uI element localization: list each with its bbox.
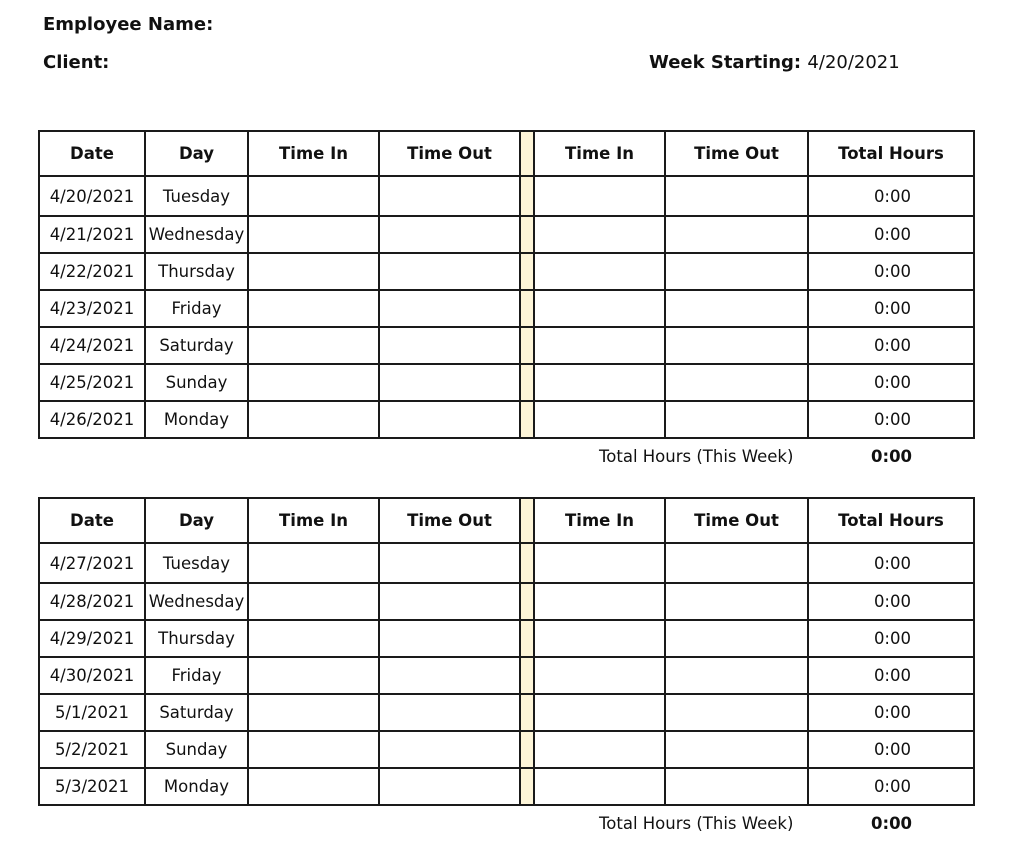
column-separator bbox=[520, 176, 534, 216]
date-cell: 4/25/2021 bbox=[39, 364, 145, 401]
table-row bbox=[39, 657, 974, 694]
week-total-value: 0:00 bbox=[871, 814, 913, 833]
time-out-1-cell[interactable] bbox=[379, 768, 520, 805]
table-row bbox=[39, 176, 974, 216]
day-cell: Saturday bbox=[145, 327, 248, 364]
time-out-1-cell[interactable] bbox=[379, 327, 520, 364]
total-hours-cell: 0:00 bbox=[808, 401, 974, 438]
time-out-2-cell[interactable] bbox=[665, 583, 808, 620]
total-hours-cell: 0:00 bbox=[808, 176, 974, 216]
date-cell: 4/21/2021 bbox=[39, 216, 145, 253]
table-row bbox=[39, 583, 974, 620]
timesheet-table-week-1 bbox=[38, 130, 975, 439]
table-row bbox=[39, 543, 974, 583]
column-separator bbox=[520, 620, 534, 657]
total-hours-cell: 0:00 bbox=[808, 583, 974, 620]
col-header-date: Date bbox=[39, 498, 145, 543]
time-in-1-cell[interactable] bbox=[248, 620, 379, 657]
total-hours-cell: 0:00 bbox=[808, 327, 974, 364]
col-header-day: Day bbox=[145, 131, 248, 176]
time-in-2-cell[interactable] bbox=[534, 657, 665, 694]
time-in-1-cell[interactable] bbox=[248, 364, 379, 401]
time-out-1-cell[interactable] bbox=[379, 731, 520, 768]
client-field bbox=[43, 52, 109, 73]
time-in-1-cell[interactable] bbox=[248, 543, 379, 583]
time-in-2-cell[interactable] bbox=[534, 364, 665, 401]
total-hours-cell: 0:00 bbox=[808, 253, 974, 290]
time-out-2-cell[interactable] bbox=[665, 401, 808, 438]
table-row bbox=[39, 768, 974, 805]
day-cell: Saturday bbox=[145, 694, 248, 731]
time-in-2-cell[interactable] bbox=[534, 620, 665, 657]
day-cell: Tuesday bbox=[145, 543, 248, 583]
total-hours-cell: 0:00 bbox=[808, 731, 974, 768]
total-hours-cell: 0:00 bbox=[808, 364, 974, 401]
date-cell: 5/2/2021 bbox=[39, 731, 145, 768]
total-hours-cell: 0:00 bbox=[808, 657, 974, 694]
date-cell: 4/30/2021 bbox=[39, 657, 145, 694]
day-cell: Sunday bbox=[145, 731, 248, 768]
time-out-1-cell[interactable] bbox=[379, 694, 520, 731]
day-cell: Thursday bbox=[145, 620, 248, 657]
day-cell: Wednesday bbox=[145, 583, 248, 620]
column-separator bbox=[520, 694, 534, 731]
date-cell: 4/26/2021 bbox=[39, 401, 145, 438]
column-separator bbox=[520, 768, 534, 805]
date-cell: 4/22/2021 bbox=[39, 253, 145, 290]
time-in-1-cell[interactable] bbox=[248, 216, 379, 253]
column-separator bbox=[520, 131, 534, 176]
date-cell: 5/1/2021 bbox=[39, 694, 145, 731]
time-in-1-cell[interactable] bbox=[248, 583, 379, 620]
date-cell: 5/3/2021 bbox=[39, 768, 145, 805]
column-separator bbox=[520, 498, 534, 543]
time-out-2-cell[interactable] bbox=[665, 253, 808, 290]
time-in-2-cell[interactable] bbox=[534, 327, 665, 364]
time-in-2-cell[interactable] bbox=[534, 694, 665, 731]
total-hours-cell: 0:00 bbox=[808, 620, 974, 657]
day-cell: Sunday bbox=[145, 364, 248, 401]
time-out-2-cell[interactable] bbox=[665, 176, 808, 216]
table-row bbox=[39, 253, 974, 290]
timesheet-table-week-2 bbox=[38, 497, 975, 806]
time-out-2-cell[interactable] bbox=[665, 731, 808, 768]
time-out-1-cell[interactable] bbox=[379, 543, 520, 583]
table-row bbox=[39, 290, 974, 327]
client-label: Client: bbox=[43, 52, 110, 73]
time-out-2-cell[interactable] bbox=[665, 290, 808, 327]
total-hours-cell: 0:00 bbox=[808, 216, 974, 253]
column-separator bbox=[520, 583, 534, 620]
col-header-time-out-2: Time Out bbox=[665, 131, 808, 176]
employee-name-field bbox=[43, 14, 213, 35]
time-in-2-cell[interactable] bbox=[534, 290, 665, 327]
time-in-2-cell[interactable] bbox=[534, 583, 665, 620]
total-hours-cell: 0:00 bbox=[808, 768, 974, 805]
total-hours-cell: 0:00 bbox=[808, 543, 974, 583]
time-in-2-cell[interactable] bbox=[534, 768, 665, 805]
time-in-2-cell[interactable] bbox=[534, 731, 665, 768]
table-row bbox=[39, 327, 974, 364]
col-header-time-in-1: Time In bbox=[248, 131, 379, 176]
day-cell: Monday bbox=[145, 768, 248, 805]
week-starting-label: Week Starting: bbox=[649, 52, 802, 73]
time-out-1-cell[interactable] bbox=[379, 176, 520, 216]
time-out-2-cell[interactable] bbox=[665, 694, 808, 731]
time-out-2-cell[interactable] bbox=[665, 768, 808, 805]
time-in-1-cell[interactable] bbox=[248, 327, 379, 364]
time-in-1-cell[interactable] bbox=[248, 731, 379, 768]
time-in-1-cell[interactable] bbox=[248, 768, 379, 805]
table-row bbox=[39, 620, 974, 657]
time-in-1-cell[interactable] bbox=[248, 694, 379, 731]
day-cell: Wednesday bbox=[145, 216, 248, 253]
date-cell: 4/20/2021 bbox=[39, 176, 145, 216]
time-in-2-cell[interactable] bbox=[534, 543, 665, 583]
col-header-date: Date bbox=[39, 131, 145, 176]
day-cell: Thursday bbox=[145, 253, 248, 290]
column-separator bbox=[520, 290, 534, 327]
day-cell: Friday bbox=[145, 290, 248, 327]
time-out-1-cell[interactable] bbox=[379, 657, 520, 694]
time-out-1-cell[interactable] bbox=[379, 620, 520, 657]
col-header-day: Day bbox=[145, 498, 248, 543]
table-header-row bbox=[39, 131, 974, 176]
col-header-total-hours: Total Hours bbox=[808, 131, 974, 176]
table-row bbox=[39, 694, 974, 731]
table-row bbox=[39, 731, 974, 768]
day-cell: Tuesday bbox=[145, 176, 248, 216]
table-row bbox=[39, 364, 974, 401]
date-cell: 4/29/2021 bbox=[39, 620, 145, 657]
column-separator bbox=[520, 364, 534, 401]
col-header-time-in-2: Time In bbox=[534, 498, 665, 543]
day-cell: Monday bbox=[145, 401, 248, 438]
time-out-1-cell[interactable] bbox=[379, 290, 520, 327]
week-total-label: Total Hours (This Week) bbox=[599, 814, 794, 833]
time-out-2-cell[interactable] bbox=[665, 543, 808, 583]
time-in-1-cell[interactable] bbox=[248, 290, 379, 327]
time-out-2-cell[interactable] bbox=[665, 657, 808, 694]
time-out-1-cell[interactable] bbox=[379, 364, 520, 401]
table-row bbox=[39, 401, 974, 438]
date-cell: 4/24/2021 bbox=[39, 327, 145, 364]
time-out-2-cell[interactable] bbox=[665, 364, 808, 401]
total-hours-cell: 0:00 bbox=[808, 290, 974, 327]
table-header-row bbox=[39, 498, 974, 543]
column-separator bbox=[520, 657, 534, 694]
time-in-1-cell[interactable] bbox=[248, 253, 379, 290]
time-in-1-cell[interactable] bbox=[248, 657, 379, 694]
col-header-time-in-2: Time In bbox=[534, 131, 665, 176]
time-out-1-cell[interactable] bbox=[379, 253, 520, 290]
col-header-time-in-1: Time In bbox=[248, 498, 379, 543]
column-separator bbox=[520, 401, 534, 438]
time-out-2-cell[interactable] bbox=[665, 327, 808, 364]
time-in-2-cell[interactable] bbox=[534, 176, 665, 216]
time-in-1-cell[interactable] bbox=[248, 401, 379, 438]
column-separator bbox=[520, 253, 534, 290]
time-out-1-cell[interactable] bbox=[379, 583, 520, 620]
time-in-2-cell[interactable] bbox=[534, 253, 665, 290]
week-starting-value[interactable]: 4/20/2021 bbox=[807, 52, 900, 73]
col-header-total-hours: Total Hours bbox=[808, 498, 974, 543]
time-out-2-cell[interactable] bbox=[665, 620, 808, 657]
column-separator bbox=[520, 543, 534, 583]
date-cell: 4/23/2021 bbox=[39, 290, 145, 327]
col-header-time-out-1: Time Out bbox=[379, 498, 520, 543]
time-out-1-cell[interactable] bbox=[379, 401, 520, 438]
time-in-1-cell[interactable] bbox=[248, 176, 379, 216]
col-header-time-out-1: Time Out bbox=[379, 131, 520, 176]
column-separator bbox=[520, 216, 534, 253]
date-cell: 4/27/2021 bbox=[39, 543, 145, 583]
employee-name-label: Employee Name: bbox=[43, 14, 214, 35]
date-cell: 4/28/2021 bbox=[39, 583, 145, 620]
time-out-1-cell[interactable] bbox=[379, 216, 520, 253]
week-starting-field bbox=[649, 52, 900, 73]
time-out-2-cell[interactable] bbox=[665, 216, 808, 253]
day-cell: Friday bbox=[145, 657, 248, 694]
total-hours-cell: 0:00 bbox=[808, 694, 974, 731]
col-header-time-out-2: Time Out bbox=[665, 498, 808, 543]
week-total-label: Total Hours (This Week) bbox=[599, 447, 794, 466]
time-in-2-cell[interactable] bbox=[534, 216, 665, 253]
week-total-value: 0:00 bbox=[871, 447, 913, 466]
time-in-2-cell[interactable] bbox=[534, 401, 665, 438]
table-row bbox=[39, 216, 974, 253]
column-separator bbox=[520, 731, 534, 768]
column-separator bbox=[520, 327, 534, 364]
